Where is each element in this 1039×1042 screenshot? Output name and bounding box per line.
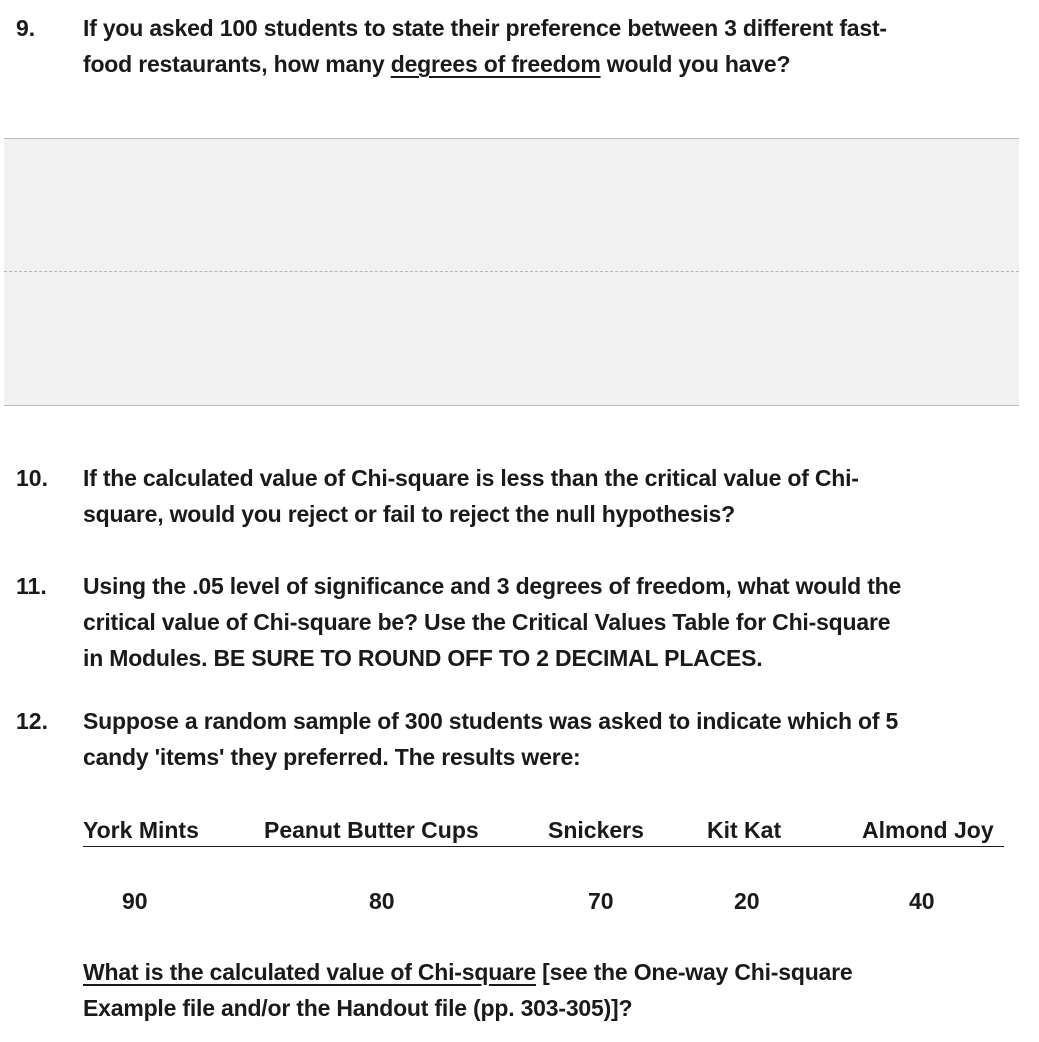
candy-name: Almond Joy	[862, 817, 994, 843]
candy-count: 20	[734, 888, 760, 914]
text-segment: [see the One-way Chi-square	[535, 959, 853, 985]
question-line: candy 'items' they preferred. The results were:	[83, 744, 581, 770]
question-line: critical value of Chi-square be? Use the Critical Values Table for Chi-square	[83, 609, 891, 635]
question-text	[83, 460, 1028, 532]
underlined-term: degrees of freedom	[390, 51, 601, 77]
text-segment: food restaurants, how many	[83, 51, 391, 77]
question-text	[83, 703, 1028, 775]
candy-count: 90	[122, 888, 148, 914]
candy-count: 40	[909, 888, 935, 914]
question-number: 12.	[16, 708, 48, 734]
underlined-term: What is the calculated value of Chi-square	[83, 959, 536, 985]
question-line	[83, 954, 1028, 990]
question-text	[83, 568, 1028, 676]
question-line: Suppose a random sample of 300 students was asked to indicate which of 5	[83, 708, 899, 734]
question-text	[83, 10, 1028, 82]
candy-table-header	[83, 812, 1004, 847]
question-line: square, would you reject or fail to reject the null hypothesis?	[83, 501, 735, 527]
question-line	[83, 46, 1028, 82]
question-line: Example file and/or the Handout file (pp. 303-305)]?	[83, 995, 633, 1021]
question-line: Using the .05 level of significance and 3 degrees of freedom, what would the	[83, 573, 902, 599]
question-number: 9.	[16, 15, 36, 41]
candy-name: York Mints	[83, 817, 199, 843]
text-segment: would you have?	[600, 51, 791, 77]
candy-count: 70	[588, 888, 614, 914]
answer-input-area[interactable]	[4, 138, 1019, 406]
question-text	[83, 954, 1028, 1026]
question-line: If the calculated value of Chi-square is less than the critical value of Chi-	[83, 465, 859, 491]
candy-name: Snickers	[548, 817, 644, 843]
candy-count: 80	[369, 888, 395, 914]
question-number: 10.	[16, 465, 48, 491]
candy-name: Kit Kat	[707, 817, 782, 843]
question-line: If you asked 100 students to state their preference between 3 different fast-	[83, 15, 887, 41]
answer-divider	[4, 271, 1019, 272]
candy-name: Peanut Butter Cups	[264, 817, 479, 843]
question-line: in Modules. BE SURE TO ROUND OFF TO 2 DECIMAL PLACES.	[83, 645, 763, 671]
question-number: 11.	[16, 573, 47, 599]
